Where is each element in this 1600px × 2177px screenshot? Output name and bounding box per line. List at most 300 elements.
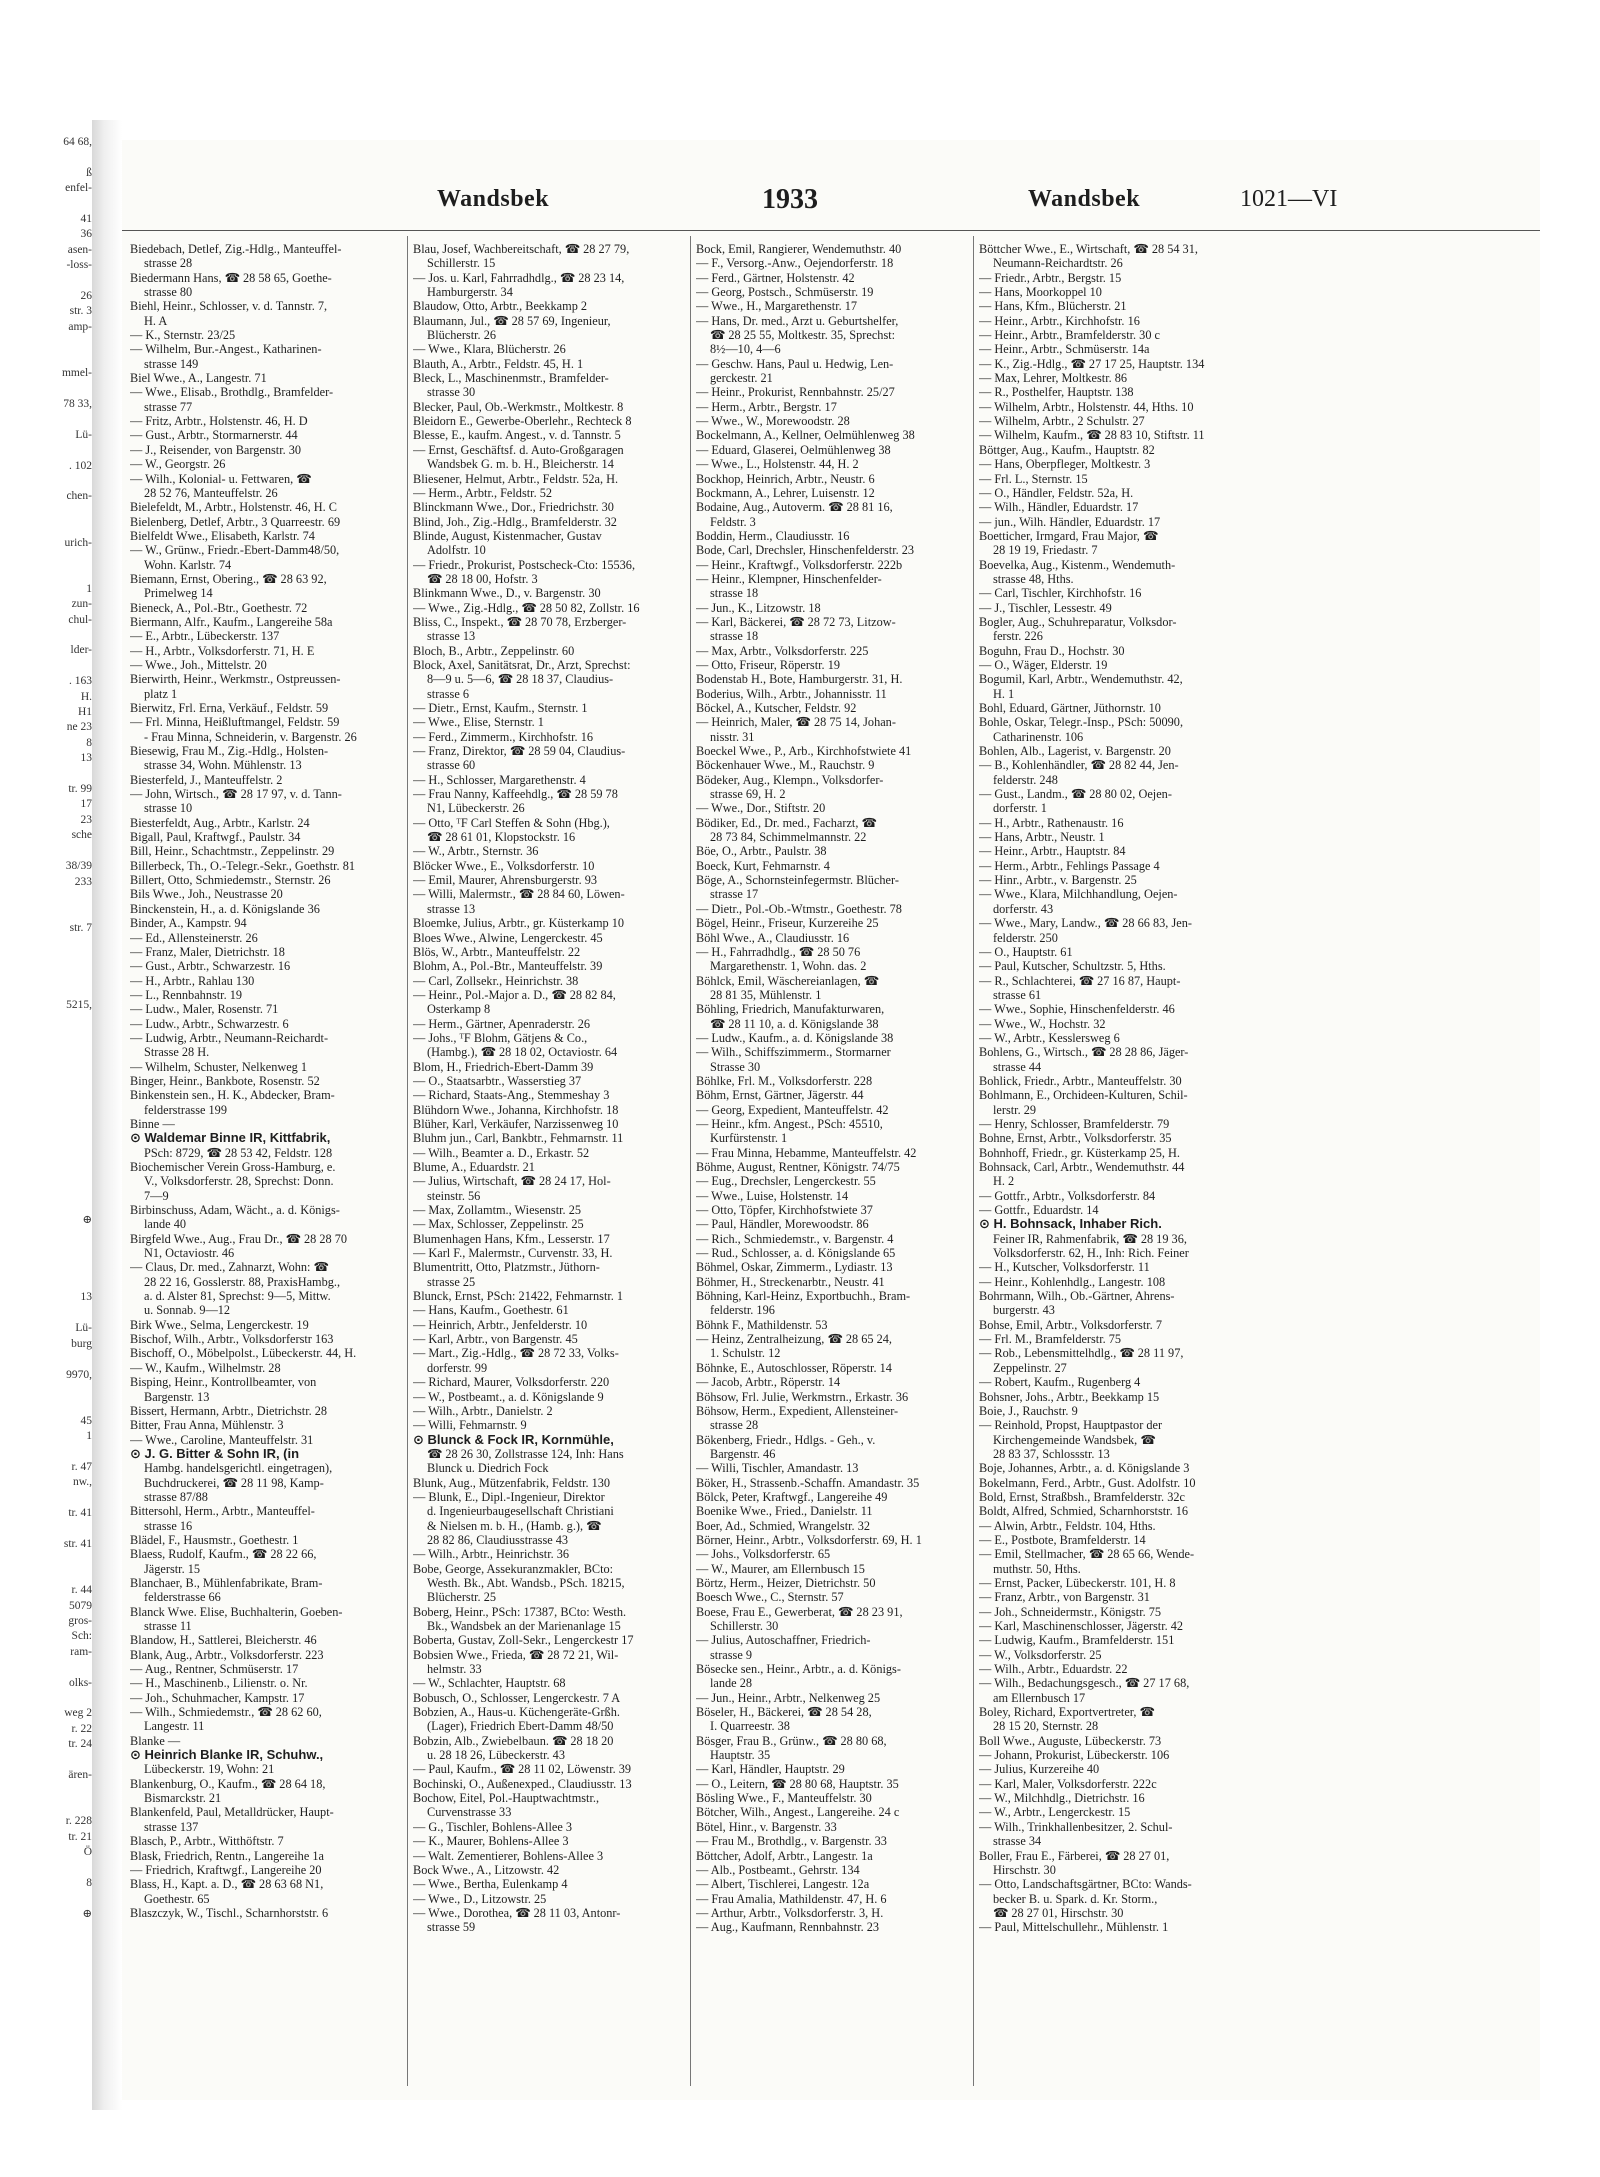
previous-page-fragment: 1 (86, 582, 92, 595)
directory-line: Blesse, E., kaufm. Angest., v. d. Tannstr. 5 (413, 428, 621, 443)
previous-page-fragment: 41 (80, 213, 92, 226)
directory-line: Feldstr. 3 (710, 514, 756, 529)
directory-line: — Ludwig, Kaufm., Bramfelderstr. 151 (979, 1633, 1175, 1648)
directory-line: — Heinr., Arbtr., Bramfelderstr. 30 c (979, 328, 1161, 343)
directory-line: — Gottfr., Arbtr., Volksdorferstr. 84 (979, 1188, 1156, 1203)
directory-line: — H., Arbtr., Rathenaustr. 16 (979, 815, 1124, 830)
previous-page-fragment: 233 (74, 875, 92, 888)
previous-page-fragment (0, 844, 92, 859)
previous-page-fragment (0, 1691, 92, 1706)
directory-line: Bögel, Heinr., Friseur, Kurzereihe 25 (696, 916, 879, 931)
previous-page-fragment: r. 47 (71, 1460, 92, 1473)
directory-line: — O., Händler, Feldstr. 52a, H. (979, 485, 1134, 500)
directory-line: Bohlen, Alb., Lagerist, v. Bargenstr. 20 (979, 744, 1171, 759)
directory-line: lerstr. 29 (993, 1102, 1037, 1117)
directory-line: — K., Maurer, Bohlens-Allee 3 (413, 1834, 569, 1849)
previous-page-fragment: mmel- (61, 367, 92, 380)
directory-line: Block, Axel, Sanitätsrat, Dr., Arzt, Sprechst: (413, 657, 631, 672)
directory-line: 8½—10, 4—6 (710, 342, 781, 357)
previous-page-fragment: 13 (80, 1291, 92, 1304)
directory-line: strasse 9 (710, 1647, 753, 1662)
directory-line: Blunck, Ernst, PSch: 21422, Fehmarnstr. 1 (413, 1289, 624, 1304)
directory-line: — Wwe., Bertha, Eulenkamp 4 (413, 1877, 568, 1892)
directory-line: — B., Kohlenhändler, ☎ 28 82 44, Jen- (979, 758, 1179, 773)
directory-line: Bodenstab H., Bote, Hamburgerstr. 31, H. (696, 672, 903, 687)
directory-line: Blumentritt, Otto, Platzmstr., Jüthorn- (413, 1260, 600, 1275)
directory-line: strasse 28 (710, 1418, 759, 1433)
directory-line: Bode, Carl, Drechsler, Hinschenfelderstr. 23 (696, 543, 915, 558)
previous-page-fragment: weg 2 (64, 1707, 92, 1720)
directory-line: Biesterfeldt, Aug., Arbtr., Karlstr. 24 (130, 815, 310, 830)
directory-line: — Frl. M., Bramfelderstr. 75 (979, 1332, 1122, 1347)
previous-page-fragment: burg (71, 1337, 92, 1350)
directory-line: Boetticher, Irmgard, Frau Major, ☎ (979, 528, 1159, 543)
directory-line: Blaszczyk, W., Tischl., Scharnhorststr. 6 (130, 1905, 329, 1920)
directory-line: Blunck u. Diedrich Fock (427, 1461, 549, 1476)
directory-line: Blöcker Wwe., E., Volksdorferstr. 10 (413, 858, 595, 873)
directory-line: — Herm., Arbtr., Feldstr. 52 (413, 485, 553, 500)
directory-line: Biemann, Ernst, Obering., ☎ 28 63 92, (130, 571, 327, 586)
directory-line: Primelweg 14 (144, 586, 213, 601)
directory-line: — Willi, Malermstr., ☎ 28 84 60, Löwen- (413, 887, 625, 902)
directory-line: 28 81 35, Mühlenstr. 1 (710, 987, 822, 1002)
directory-line: — Ludw., Maler, Rosenstr. 71 (130, 1002, 279, 1017)
directory-line: dorferstr. 43 (993, 901, 1054, 916)
directory-line: Bötcher, Wilh., Angest., Langereihe. 24 c (696, 1805, 900, 1820)
directory-line: 28 22 16, Gosslerstr. 88, PraxisHambg., (144, 1274, 341, 1289)
directory-line: Bokelmann, Ferd., Arbtr., Gust. Adolfstr. 10 (979, 1475, 1196, 1490)
previous-page-fragment (0, 1044, 92, 1059)
directory-line: — Rob., Lebensmittelhdlg., ☎ 28 11 97, (979, 1346, 1184, 1361)
directory-line: Biesterfeld, J., Manteuffelstr. 2 (130, 772, 283, 787)
directory-line: Bargenstr. 46 (710, 1446, 776, 1461)
directory-line: Blauth, A., Arbtr., Feldstr. 45, H. 1 (413, 356, 584, 371)
directory-line: — Reinhold, Propst, Hauptpastor der (979, 1418, 1163, 1433)
previous-page-fragment: ne 23 (66, 721, 92, 734)
previous-page-fragment (0, 274, 92, 289)
directory-line: — Hinr., Arbtr., v. Bargenstr. 25 (979, 873, 1137, 888)
directory-line: — Carl, Zollsekr., Heinrichstr. 38 (413, 973, 579, 988)
directory-line: strasse 149 (144, 356, 199, 371)
previous-page-fragment: 5079 (69, 1599, 92, 1612)
directory-line: Bk., Wandsbek an der Marienanlage 15 (427, 1619, 621, 1633)
previous-page-fragment (0, 1075, 92, 1090)
directory-line: — Ernst, Packer, Lübeckerstr. 101, H. 8 (979, 1575, 1176, 1590)
book-gutter (92, 120, 122, 2110)
directory-line: ☎ 28 61 01, Klopstockstr. 16 (427, 830, 576, 845)
directory-line: - Frau Minna, Schneiderin, v. Bargenstr. 26 (144, 729, 357, 744)
directory-line: Blecker, Paul, Ob.-Werkmstr., Moltkestr. 8 (413, 399, 624, 414)
directory-line: Böhsow, Frl. Julie, Werkmstrn., Erkastr. 36 (696, 1389, 909, 1404)
directory-line: Biehl, Heinr., Schlosser, v. d. Tannstr. 7, (130, 299, 328, 314)
directory-line: Buchdruckerei, ☎ 28 11 98, Kamp- (144, 1475, 324, 1490)
previous-page-fragment (0, 1260, 92, 1275)
directory-line: 28 19 19, Friedastr. 7 (993, 543, 1098, 558)
directory-line: Boeckel Wwe., P., Arb., Kirchhofstwiete 41 (696, 744, 912, 759)
directory-line: — W., Milchhdlg., Dietrichstr. 16 (979, 1791, 1145, 1806)
directory-line: — Karl, Händler, Hauptstr. 29 (696, 1762, 845, 1777)
directory-line: — W., Arbtr., Lengerckestr. 15 (979, 1805, 1131, 1820)
previous-page-fragment (0, 1167, 92, 1182)
directory-line: — Franz, Direktor, ☎ 28 59 04, Claudius- (413, 744, 626, 759)
directory-line: 8—9 u. 5—6, ☎ 28 18 37, Claudius- (427, 672, 614, 687)
directory-line: — Wilh., Händler, Eduardstr. 17 (979, 500, 1139, 515)
directory-line: Curvenstrasse 33 (427, 1805, 512, 1820)
directory-line: Bölck, Peter, Kraftwgf., Langereihe 49 (696, 1489, 888, 1504)
previous-page-fragment: 38/39 (65, 860, 92, 873)
previous-page-fragment (0, 566, 92, 581)
previous-page-fragment (0, 150, 92, 165)
directory-line: — Max, Arbtr., Volksdorferstr. 225 (696, 643, 869, 658)
directory-line: ⊙ H. Bohnsack, Inhaber Rich. (979, 1217, 1162, 1232)
directory-line: Biesewig, Frau M., Zig.-Hdlg., Holsten- (130, 744, 329, 759)
directory-line: Kurfürstenstr. 1 (710, 1131, 788, 1146)
directory-line: — Wwe., W., Morewoodstr. 28 (696, 414, 850, 429)
directory-line: Blücherstr. 26 (427, 328, 496, 343)
directory-line: Zeppelinstr. 27 (993, 1360, 1067, 1375)
directory-line: — Max, Zollamtm., Wiesenstr. 25 (413, 1203, 582, 1218)
directory-line: — Max, Schlosser, Zeppelinstr. 25 (413, 1217, 584, 1232)
directory-line: Boberta, Gustav, Zoll-Sekr., Lengerckestr 17 (413, 1633, 634, 1648)
directory-line: strasse 28 (144, 256, 193, 271)
previous-page-fragment: enfel- (65, 182, 92, 195)
directory-line: — Wwe., Dorothea, ☎ 28 11 03, Antonr- (413, 1905, 621, 1920)
directory-line: strasse 48, Hths. (993, 571, 1074, 586)
directory-line: — H., Arbtr., Volksdorferstr. 71, H. E (130, 643, 315, 658)
directory-line: Bochinski, O., Außenexped., Claudiusstr. 13 (413, 1776, 632, 1791)
directory-line: Wandsbek G. m. b. H., Bleicherstr. 14 (427, 457, 614, 472)
directory-line: Bohse, Emil, Arbtr., Volksdorferstr. 7 (979, 1317, 1162, 1332)
directory-line: 1. Schulstr. 12 (710, 1346, 781, 1361)
directory-line: strasse 77 (144, 399, 193, 414)
directory-line: ⊙ J. G. Bitter & Sohn IR, (in (130, 1446, 300, 1461)
directory-line: Bösling Wwe., F., Manteuffelstr. 30 (696, 1791, 872, 1806)
previous-page-fragment (0, 1352, 92, 1367)
header-left-city: Wandsbek (437, 186, 550, 212)
previous-page-fragment: 5215, (66, 998, 92, 1011)
directory-line: Lübeckerstr. 19, Wohn: 21 (144, 1762, 275, 1777)
previous-page-fragment: r. 228 (65, 1815, 92, 1828)
directory-line: Böhnke, E., Autoschlosser, Röperstr. 14 (696, 1360, 892, 1375)
directory-line: Strasse 30 (710, 1059, 761, 1074)
directory-line: Boley, Richard, Exportvertreter, ☎ (979, 1705, 1155, 1720)
directory-line: Blös, W., Arbtr., Manteuffelstr. 22 (413, 944, 581, 959)
directory-line: — Heinr., Prokurist, Rennbahnstr. 25/27 (696, 385, 895, 400)
directory-line: — Jos. u. Karl, Fahrradhdlg., ☎ 28 23 14, (413, 270, 625, 285)
directory-line: — Wwe., W., Hochstr. 32 (979, 1016, 1106, 1031)
previous-page-fragment: tr. 99 (68, 783, 92, 796)
directory-line: Boddin, Herm., Claudiusstr. 16 (696, 528, 850, 543)
directory-line: Bodaine, Aug., Autoverm. ☎ 28 81 16, (696, 500, 893, 515)
previous-page-fragment (0, 1183, 92, 1198)
directory-line: Neumann-Reichardtstr. 26 (993, 256, 1123, 271)
directory-line: — O., Staatsarbtr., Wasserstieg 37 (413, 1073, 582, 1088)
previous-page-fragment (0, 1753, 92, 1768)
directory-line: Böhmel, Oskar, Zimmerm., Lydiastr. 13 (696, 1260, 893, 1275)
directory-line: — Wilhelm, Arbtr., 2 Schulstr. 27 (979, 414, 1145, 429)
previous-page-fragment (0, 1891, 92, 1906)
previous-page-fragment: sche (71, 829, 92, 842)
directory-line: strasse 11 (144, 1619, 192, 1633)
header-right-city: Wandsbek (1028, 186, 1141, 212)
previous-page-fragment: nw., (72, 1476, 92, 1489)
directory-line: strasse 34 (993, 1834, 1042, 1849)
directory-line: Böckel, A., Kutscher, Feldstr. 92 (696, 701, 857, 715)
directory-line: — G., Tischler, Bohlens-Allee 3 (413, 1819, 573, 1834)
directory-line: Blaess, Rudolf, Kaufm., ☎ 28 22 66, (130, 1547, 317, 1562)
directory-line: strasse 30 (427, 385, 476, 400)
directory-line: — Gust., Arbtr., Schwarzestr. 16 (130, 959, 291, 974)
directory-line: — Gust., Arbtr., Stormarnerstr. 44 (130, 428, 298, 443)
directory-line: ☎ 28 11 10, a. d. Königslande 38 (710, 1016, 879, 1031)
directory-line: Bitter, Frau Anna, Mühlenstr. 3 (130, 1418, 284, 1433)
directory-line: — Johann, Prokurist, Lübeckerstr. 106 (979, 1748, 1170, 1763)
directory-line: strasse 13 (427, 629, 476, 644)
directory-line: strasse 69, H. 2 (710, 787, 786, 802)
previous-page-fragment: zun- (71, 598, 92, 611)
directory-line: Biel Wwe., A., Langestr. 71 (130, 371, 267, 386)
directory-line: becker B. u. Spark. d. Kr. Storm., (993, 1891, 1158, 1906)
directory-line: strasse 16 (144, 1518, 193, 1533)
directory-line: — Heinr., Arbtr., Hauptstr. 84 (979, 844, 1126, 859)
previous-page-fragment (0, 1198, 92, 1213)
directory-line: — J., Tischler, Lessestr. 49 (979, 600, 1112, 615)
directory-line: — Paul, Kaufm., ☎ 28 11 02, Löwenstr. 39 (413, 1762, 632, 1777)
directory-line: — Jacob, Arbtr., Röperstr. 14 (696, 1375, 841, 1390)
directory-line: a. d. Alster 81, Sprechst: 9—5, Mittw. (144, 1289, 331, 1304)
previous-page-fragment (0, 197, 92, 212)
directory-line: ☎ 28 26 30, Zollstrasse 124, Inh: Hans (427, 1446, 624, 1461)
previous-page-fragment: r. 22 (71, 1722, 92, 1735)
directory-line: — Frau Minna, Hebamme, Manteuffelstr. 42 (696, 1145, 917, 1160)
directory-line: Schillerstr. 30 (710, 1619, 779, 1633)
previous-page-fragment (0, 905, 92, 920)
directory-line: Goethestr. 65 (144, 1891, 210, 1906)
directory-line: Bohlens, G., Wirtsch., ☎ 28 28 86, Jäger- (979, 1045, 1189, 1060)
directory-line: Böttcher, Adolf, Arbtr., Langestr. 1a (696, 1848, 873, 1863)
directory-line: — Karl, Maschinenschlosser, Jägerstr. 42 (979, 1619, 1184, 1633)
directory-line: am Ellernbusch 17 (993, 1690, 1086, 1705)
directory-line: Blohm, A., Pol.-Btr., Manteuffelstr. 39 (413, 959, 603, 974)
previous-page-fragment: str. 3 (69, 305, 92, 318)
previous-page-fragment: ram- (70, 1645, 92, 1658)
directory-line: strasse 18 (710, 586, 759, 601)
directory-line: Hirschstr. 30 (993, 1862, 1056, 1877)
directory-line: H. 1 (993, 686, 1015, 701)
previous-page-fragment: . 102 (69, 459, 92, 472)
previous-page-fragment: Lü- (75, 1322, 92, 1335)
directory-line: Boese, Frau E., Gewerberat, ☎ 28 23 91, (696, 1604, 903, 1619)
directory-line: — Friedr., Arbtr., Bergstr. 15 (979, 270, 1122, 285)
directory-line: Bobusch, O., Schlosser, Lengerckestr. 7 A (413, 1690, 621, 1705)
directory-line: — Wwe., D., Litzowstr. 25 (413, 1891, 547, 1906)
directory-line: strasse 25 (427, 1274, 476, 1289)
directory-line: — E., Arbtr., Lübeckerstr. 137 (130, 629, 280, 644)
previous-page-fragment: ⊕ (82, 1214, 92, 1227)
directory-line: Bock Wwe., A., Litzowstr. 42 (413, 1862, 560, 1877)
directory-line: Adolfstr. 10 (427, 543, 486, 558)
directory-line: — Frau M., Brothdlg., v. Bargenstr. 33 (696, 1834, 887, 1849)
directory-line: Börner, Heinr., Arbtr., Volksdorferstr. 69, H. 1 (696, 1532, 922, 1547)
directory-line: Boje, Johannes, Arbtr., a. d. Königslande 3 (979, 1461, 1190, 1476)
directory-line: — Heinz, Zentralheizung, ☎ 28 65 24, (696, 1332, 892, 1347)
previous-page-fragment (0, 659, 92, 674)
directory-line: — W., Kaufm., Wilhelmstr. 28 (130, 1360, 281, 1375)
previous-page-fragment: 23 (80, 813, 92, 826)
directory-line: strasse 44 (993, 1059, 1042, 1074)
directory-line: — Aug., Kaufmann, Rennbahnstr. 23 (696, 1920, 880, 1935)
directory-line: — Franz, Maler, Dietrichstr. 18 (130, 944, 285, 959)
directory-line: Blask, Friedrich, Rentn., Langereihe 1a (130, 1848, 324, 1863)
directory-line: — Wwe., Sophie, Hinschenfelderstr. 46 (979, 1002, 1175, 1017)
directory-line: Blankenfeld, Paul, Metalldrücker, Haupt- (130, 1805, 334, 1820)
directory-line: strasse 87/88 (144, 1489, 208, 1504)
directory-line: Bloch, B., Arbtr., Zeppelinstr. 60 (413, 643, 575, 658)
directory-line: Böhlke, Frl. M., Volksdorferstr. 228 (696, 1073, 873, 1088)
previous-page-fragment: Ö (83, 1846, 92, 1859)
previous-page-fragment (0, 351, 92, 366)
directory-line: muthstr. 50, Hths. (993, 1561, 1081, 1576)
previous-page-fragment: 13 (80, 752, 92, 765)
directory-line: — R., Posthelfer, Hauptstr. 138 (979, 385, 1134, 400)
previous-page-fragment (0, 1013, 92, 1028)
directory-line: Böhme, August, Rentner, Königstr. 74/75 (696, 1160, 900, 1174)
directory-line: — Frau Amalia, Mathildenstr. 47, H. 6 (696, 1891, 887, 1906)
directory-line: — Otto, Friseur, Röperstr. 19 (696, 657, 840, 672)
directory-line: — Johs., Volksdorferstr. 65 (696, 1547, 831, 1562)
directory-line: Bobzin, Alb., Zwiebelbaun. ☎ 28 18 20 (413, 1733, 614, 1748)
directory-line: — Paul, Händler, Morewoodstr. 86 (696, 1217, 869, 1232)
directory-line: ☎ 28 18 00, Hofstr. 3 (427, 571, 538, 586)
directory-line: Bockhop, Heinrich, Arbtr., Neustr. 6 (696, 471, 875, 486)
directory-line: Bösger, Frau B., Grünw., ☎ 28 80 68, (696, 1733, 887, 1748)
directory-line: Bödeker, Aug., Klempn., Volksdorfer- (696, 772, 884, 787)
previous-page-fragment: chul- (68, 613, 92, 626)
previous-page-fragment: amp- (68, 320, 92, 333)
previous-page-fragment: 78 33, (63, 397, 92, 410)
directory-line: Bobsien Wwe., Frieda, ☎ 28 72 21, Wil- (413, 1647, 619, 1662)
directory-line: — Johs., ᵀF Blohm, Gätjens & Co., (413, 1030, 588, 1045)
directory-line: — O., Hauptstr. 61 (979, 944, 1073, 959)
previous-page-fragment: str. 41 (63, 1537, 92, 1550)
previous-page-fragment (0, 1059, 92, 1074)
header-rule (122, 230, 1540, 231)
directory-line: 28 83 37, Schlossstr. 13 (993, 1446, 1110, 1461)
directory-line: — K., Sternstr. 23/25 (130, 328, 236, 343)
directory-line: Boesch Wwe., C., Sternstr. 57 (696, 1590, 844, 1605)
directory-line: felderstr. 250 (993, 930, 1058, 945)
directory-line: — Herm., Arbtr., Fehlings Passage 4 (979, 858, 1160, 873)
previous-page-fragment (0, 520, 92, 535)
previous-page-fragment: urich- (64, 536, 92, 549)
previous-page-fragment: lder- (70, 644, 92, 657)
directory-line: I. Quarreestr. 38 (710, 1719, 790, 1734)
directory-line: — Wilhelm, Bur.-Angest., Katharinen- (130, 342, 322, 357)
directory-line: Billerbeck, Th., O.-Telegr.-Sekr., Goethstr. 81 (130, 858, 355, 873)
directory-line: Blankenburg, O., Kaufm., ☎ 28 64 18, (130, 1776, 326, 1791)
directory-line: Boenike Wwe., Fried., Danielstr. 11 (696, 1504, 873, 1519)
directory-line: 28 82 86, Claudiusstrasse 43 (427, 1532, 569, 1547)
directory-line: — Otto, Töpfer, Kirchhofstwiete 37 (696, 1203, 873, 1218)
directory-line: Blandow, H., Sattlerei, Bleicherstr. 46 (130, 1633, 317, 1648)
directory-line: Bochow, Eitel, Pol.-Hauptwachtmstr., (413, 1791, 600, 1806)
directory-line: — Hans, Oberpfleger, Moltkestr. 3 (979, 457, 1151, 472)
directory-line: — Wilh., Arbtr., Danielstr. 2 (413, 1403, 553, 1418)
directory-line: Boll Wwe., Auguste, Lübeckerstr. 73 (979, 1733, 1162, 1748)
directory-line: Bischoff, O., Möbelpolst., Lübeckerstr. 44, H. (130, 1346, 357, 1361)
directory-line: Bluhm jun., Carl, Bankbtr., Fehmarnstr. 11 (413, 1131, 624, 1146)
directory-line: Birgfeld Wwe., Aug., Frau Dr., ☎ 28 28 70 (130, 1231, 348, 1246)
header-year: 1933 (762, 184, 818, 215)
directory-line: u. 28 18 26, Lübeckerstr. 43 (427, 1748, 565, 1763)
directory-line: Boberg, Heinr., PSch: 17387, BCto: Westh. (413, 1604, 627, 1619)
directory-line: — Wilh., Beamter a. D., Erkastr. 52 (413, 1145, 590, 1160)
directory-line: — Frl. L., Sternstr. 15 (979, 471, 1088, 486)
directory-line: — Rud., Schlosser, a. d. Königslande 65 (696, 1246, 896, 1261)
directory-line: Bliss, C., Inspekt., ☎ 28 70 78, Erzberger- (413, 614, 627, 629)
directory-line: — Ernst, Geschäftsf. d. Auto-Großgaragen (413, 442, 624, 457)
directory-line: dorferstr. 1 (993, 801, 1047, 816)
directory-line: — Dietr., Ernst, Kaufm., Sternstr. 1 (413, 701, 588, 715)
previous-page-fragment (0, 1568, 92, 1583)
previous-page-fragment (0, 1799, 92, 1814)
directory-line: — Carl, Tischler, Kirchhofstr. 16 (979, 586, 1142, 601)
directory-line: — Emil, Stellmacher, ☎ 28 65 66, Wende- (979, 1547, 1195, 1562)
directory-line: Blunk, Aug., Mützenfabrik, Feldstr. 130 (413, 1475, 611, 1490)
previous-page-fragment: olks- (69, 1676, 92, 1689)
directory-line: Boeck, Kurt, Fehmarnstr. 4 (696, 858, 830, 873)
directory-line: Bohne, Ernst, Arbtr., Volksdorferstr. 35 (979, 1131, 1172, 1146)
previous-page-fragment (0, 767, 92, 782)
directory-line: Bisping, Heinr., Kontrollbeamter, von (130, 1375, 317, 1390)
directory-line: Böhling, Friedrich, Manufakturwaren, (696, 1002, 885, 1017)
directory-line: Böhmer, H., Streckenarbtr., Neustr. 41 (696, 1274, 885, 1289)
directory-line: — Heinrich, Arbtr., Jenfelderstr. 10 (413, 1317, 588, 1332)
directory-line: — Heinr., kfm. Angest., PSch: 45510, (696, 1116, 883, 1131)
directory-line: Boie, J., Rauchstr. 9 (979, 1403, 1078, 1418)
directory-line: Böhl Wwe., A., Claudiusstr. 16 (696, 930, 850, 945)
directory-line: ☎ 28 25 55, Moltkestr. 35, Sprechst: (710, 328, 896, 343)
column-divider (973, 236, 974, 2086)
directory-line: — H., Arbtr., Rahlau 130 (130, 973, 255, 988)
previous-page-fragment: str. 7 (69, 921, 92, 934)
directory-line: — R., Schlachterei, ☎ 27 16 87, Haupt- (979, 973, 1181, 988)
directory-line: & Nielsen m. b. H., (Hamb. g.), ☎ (427, 1518, 602, 1533)
directory-line: strasse 6 (427, 686, 470, 701)
previous-page-fragment (0, 1660, 92, 1675)
directory-line: Bödiker, Ed., Dr. med., Facharzt, ☎ (696, 815, 877, 830)
directory-line: Bleidorn E., Gewerbe-Oberlehr., Rechteck 8 (413, 414, 632, 429)
directory-line: d. Ingenieurbaugesellschaft Christiani (427, 1504, 614, 1519)
directory-line: — Herm., Arbtr., Bergstr. 17 (696, 399, 837, 414)
directory-line: Blinde, August, Kistenmacher, Gustav (413, 528, 602, 543)
directory-line: — Wwe., Luise, Holstenstr. 14 (696, 1188, 849, 1203)
directory-line: Bargenstr. 13 (144, 1389, 210, 1404)
directory-line: lande 40 (144, 1217, 187, 1232)
directory-line: Bökenberg, Friedr., Hdlgs. - Geh., v. (696, 1432, 876, 1447)
previous-page-fragment (0, 982, 92, 997)
directory-line: — Wilhelm, Schuster, Nelkenweg 1 (130, 1059, 308, 1074)
previous-page-fragment (0, 1445, 92, 1460)
directory-line: Blinkmann Wwe., D., v. Bargenstr. 30 (413, 586, 601, 601)
directory-line: — W., Volksdorferstr. 25 (979, 1647, 1102, 1662)
directory-line: — Max, Lehrer, Moltkestr. 86 (979, 371, 1128, 386)
directory-line: — jun., Wilh. Händler, Eduardstr. 17 (979, 514, 1161, 529)
directory-line: Blädel, F., Hausmstr., Goethestr. 1 (130, 1532, 299, 1547)
directory-line: — Richard, Maurer, Volksdorferstr. 220 (413, 1375, 610, 1390)
previous-page-fragment: Lü- (75, 428, 92, 441)
previous-page-fragment: ⊕ (82, 1907, 92, 1920)
